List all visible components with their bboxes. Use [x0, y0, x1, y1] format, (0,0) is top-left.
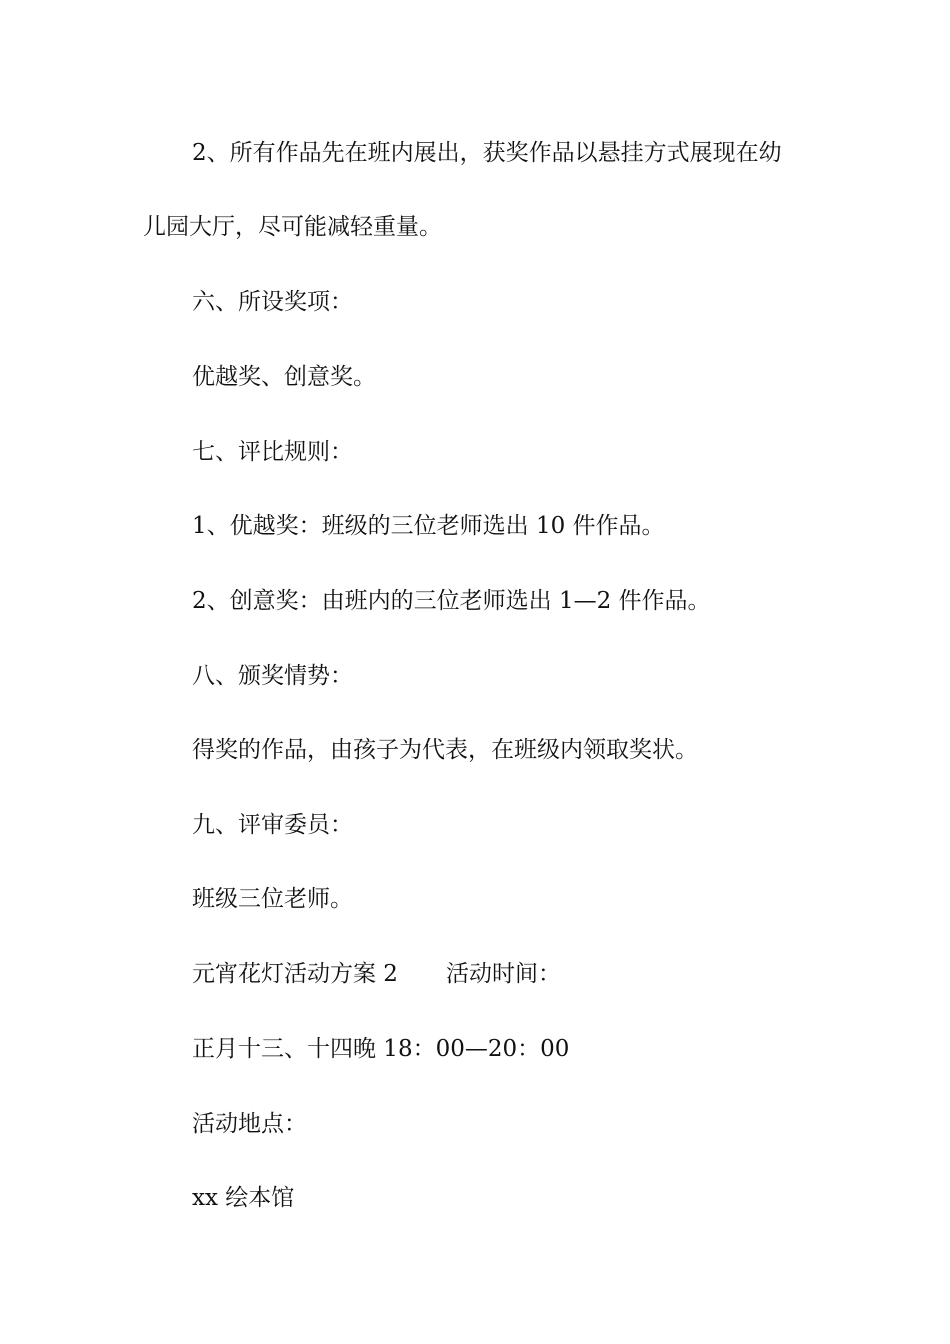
paragraph-ceremony: 得奖的作品，由孩子为代表，在班级内领取奖状。: [192, 737, 698, 763]
paragraph-activity-location: xx 绘本馆: [192, 1185, 295, 1211]
section-heading-judges: 九、评审委员：: [192, 812, 353, 838]
activity-location-label: 活动地点：: [192, 1111, 307, 1137]
section-heading-ceremony: 八、颁奖情势：: [192, 663, 353, 689]
paragraph-exhibition-line2: 儿园大厅，尽可能减轻重量。: [143, 214, 442, 240]
paragraph-award-types: 优越奖、创意奖。: [192, 364, 376, 390]
plan-title-row: [192, 959, 561, 989]
paragraph-rule-1: 1、优越奖：班级的三位老师选出 10 件作品。: [192, 513, 665, 539]
paragraph-exhibition-line1: 2、所有作品先在班内展出，获奖作品以悬挂方式展现在幼: [192, 140, 782, 166]
section-heading-rules: 七、评比规则：: [192, 439, 353, 465]
paragraph-rule-2: 2、创意奖：由班内的三位老师选出 1—2 件作品。: [192, 588, 711, 614]
plan-title: 元宵花灯活动方案 2: [192, 961, 398, 987]
paragraph-activity-time: 正月十三、十四晚 18：00—20：00: [192, 1036, 570, 1062]
paragraph-judges: 班级三位老师。: [192, 886, 353, 912]
section-heading-awards: 六、所设奖项：: [192, 289, 353, 315]
activity-time-label: 活动时间：: [445, 961, 561, 987]
